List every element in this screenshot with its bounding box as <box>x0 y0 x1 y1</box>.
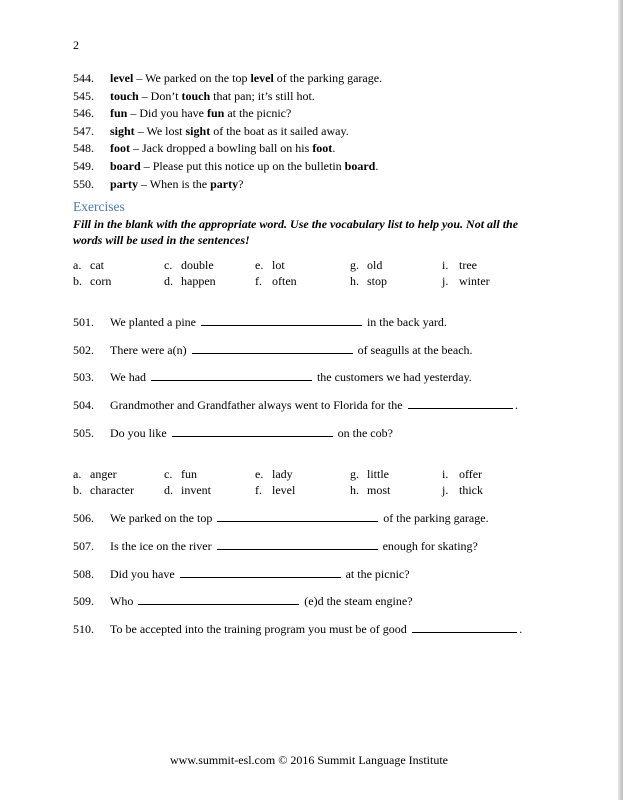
option-letter: c. <box>164 467 173 481</box>
vocab-number: 547. <box>73 123 94 138</box>
vocab-example-keyword: foot <box>312 141 333 156</box>
option-word: most <box>367 482 391 497</box>
word-bank-1 <box>73 258 523 289</box>
answer-blank <box>217 510 378 522</box>
question-text-before: There were a(n) <box>110 342 190 357</box>
option-word: fun <box>181 467 197 481</box>
vocab-word: foot <box>110 141 130 156</box>
vocab-number: 548. <box>73 141 94 156</box>
word-bank-option <box>255 258 285 274</box>
option-word: thick <box>459 482 483 497</box>
vocab-number: 544. <box>73 71 94 85</box>
option-letter: i. <box>442 467 449 481</box>
option-letter: g. <box>350 258 359 272</box>
word-bank-option <box>73 483 134 499</box>
option-word: old <box>367 258 383 272</box>
option-letter: a. <box>73 258 82 272</box>
question-text-after: . <box>519 622 523 637</box>
vocab-separator: – <box>134 123 147 138</box>
word-bank-option <box>255 483 295 499</box>
question-text-after: enough for skating? <box>379 538 478 553</box>
word-bank-option <box>442 467 482 483</box>
option-word: offer <box>459 467 483 481</box>
option-letter: f. <box>255 273 262 288</box>
vocab-example-text: Did you have <box>139 106 207 121</box>
question-number: 509. <box>73 594 94 609</box>
question-text-after: . <box>515 398 519 413</box>
vocab-separator: – <box>138 176 150 191</box>
option-letter: e. <box>255 467 264 481</box>
vocab-item <box>73 140 553 158</box>
question-text-after: of the parking garage. <box>380 511 489 525</box>
question-text-before: We had <box>110 370 150 385</box>
vocab-example-text: that pan; it’s still hot. <box>210 88 315 103</box>
question-text-before: Who <box>110 594 137 609</box>
vocab-example-text: at the picnic? <box>224 106 292 121</box>
answer-blank <box>151 369 312 381</box>
word-bank-option <box>164 483 211 499</box>
vocab-item <box>73 123 553 141</box>
vocab-example-text: . <box>332 141 336 156</box>
word-bank-option <box>164 467 197 483</box>
question-item <box>73 342 473 358</box>
word-bank-option <box>73 274 111 290</box>
question-text-after: on the cob? <box>334 425 393 440</box>
option-word: invent <box>181 482 211 497</box>
vocab-word: board <box>110 158 141 173</box>
answer-blank <box>201 314 362 326</box>
vocab-item <box>73 176 553 194</box>
footer-copyright: www.summit-esl.com © 2016 Summit Language Institute <box>170 753 448 767</box>
question-text-after: (e)d the steam engine? <box>301 594 413 609</box>
page-edge-shadow <box>618 0 623 800</box>
question-number: 506. <box>73 511 94 525</box>
question-number: 507. <box>73 538 94 553</box>
option-letter: d. <box>164 273 173 288</box>
vocab-number: 546. <box>73 106 94 121</box>
option-word: winter <box>459 273 490 288</box>
option-letter: h. <box>350 273 359 288</box>
word-bank-row <box>73 467 523 483</box>
option-word: often <box>272 273 297 288</box>
question-number: 503. <box>73 370 94 385</box>
vocab-item <box>73 88 553 106</box>
option-word: happen <box>181 273 216 288</box>
question-text-before: We parked on the top <box>110 511 216 525</box>
question-number: 505. <box>73 425 94 440</box>
answer-blank <box>408 397 513 409</box>
vocab-word: sight <box>110 123 135 138</box>
option-letter: a. <box>73 467 82 481</box>
vocab-example-keyword: party <box>210 176 239 191</box>
word-bank-option <box>350 483 390 499</box>
instructions: Fill in the blank with the appropriate word. Use the vocabulary list to help you. Not all the words will be used in the sentences! <box>73 217 519 247</box>
question-item <box>73 593 413 609</box>
vocab-example-text: of the parking garage. <box>273 71 383 85</box>
option-letter: c. <box>164 258 173 272</box>
vocab-number: 545. <box>73 88 94 103</box>
vocab-number: 550. <box>73 176 94 191</box>
vocab-example-text: ? <box>238 176 244 191</box>
question-number: 504. <box>73 398 94 413</box>
option-word: tree <box>459 258 477 272</box>
question-number: 501. <box>73 315 94 329</box>
word-bank-option <box>442 483 483 499</box>
option-letter: j. <box>442 482 449 497</box>
vocab-word: level <box>110 71 134 85</box>
question-item <box>73 538 478 554</box>
word-bank-row <box>73 483 523 499</box>
question-number: 508. <box>73 566 94 581</box>
vocab-example-text: of the boat as it sailed away. <box>210 123 349 138</box>
question-item <box>73 369 472 385</box>
word-bank-option <box>442 258 477 274</box>
vocab-example-keyword: fun <box>207 106 225 121</box>
question-text-after: at the picnic? <box>342 566 410 581</box>
answer-blank <box>412 621 517 633</box>
question-item <box>73 425 393 441</box>
vocab-item <box>73 105 553 123</box>
option-word: double <box>181 258 214 272</box>
vocab-separator: – <box>130 141 142 156</box>
question-text-before: Did you have <box>110 566 178 581</box>
answer-blank <box>180 566 341 578</box>
option-word: anger <box>90 467 117 481</box>
option-letter: h. <box>350 482 359 497</box>
question-item <box>73 314 447 330</box>
question-text-before: Grandmother and Grandfather always went to Florida for the <box>110 398 406 413</box>
option-letter: b. <box>73 482 82 497</box>
question-text-after: the customers we had yesterday. <box>313 370 472 385</box>
question-text-after: of seagulls at the beach. <box>354 342 473 357</box>
word-bank-option <box>255 274 297 290</box>
vocab-example-text: . <box>375 158 379 173</box>
option-letter: b. <box>73 273 82 288</box>
question-item <box>73 510 489 526</box>
vocab-word: fun <box>110 106 128 121</box>
page-number: 2 <box>73 38 79 52</box>
word-bank-option <box>73 467 117 483</box>
question-text-after: in the back yard. <box>363 315 447 329</box>
option-word: lady <box>272 467 293 481</box>
option-letter: g. <box>350 467 359 481</box>
word-bank-option <box>255 467 293 483</box>
word-bank-option <box>73 258 104 274</box>
question-text-before: We planted a pine <box>110 315 199 329</box>
vocab-example-keyword: board <box>344 158 376 173</box>
answer-blank <box>172 425 333 437</box>
vocab-example-text: When is the <box>149 176 211 191</box>
option-word: stop <box>367 273 388 288</box>
vocab-example-text: Don’t <box>150 88 182 103</box>
vocab-number: 549. <box>73 158 94 173</box>
vocab-example-keyword: sight <box>185 123 211 138</box>
question-text-before: To be accepted into the training program you must be of good <box>110 622 410 637</box>
vocab-separator: – <box>133 71 146 85</box>
question-number: 510. <box>73 622 94 637</box>
question-item <box>73 566 410 582</box>
answer-blank <box>138 593 299 605</box>
option-word: corn <box>90 273 112 288</box>
word-bank-option <box>164 274 216 290</box>
option-word: lot <box>272 258 285 272</box>
option-word: level <box>272 482 296 497</box>
vocab-example-text: We lost <box>146 123 186 138</box>
vocab-word: touch <box>110 88 139 103</box>
answer-blank <box>192 342 353 354</box>
vocab-item <box>73 70 553 88</box>
word-bank-option <box>442 274 490 290</box>
vocab-word: party <box>110 176 138 191</box>
option-letter: d. <box>164 482 173 497</box>
word-bank-option <box>164 258 214 274</box>
vocab-example-keyword: touch <box>181 88 211 103</box>
option-letter: i. <box>442 258 449 272</box>
answer-blank <box>217 538 378 550</box>
option-word: character <box>90 482 134 497</box>
word-bank-row <box>73 274 523 290</box>
option-word: little <box>367 467 389 481</box>
question-text-before: Do you like <box>110 425 170 440</box>
exercises-heading: Exercises <box>73 199 125 214</box>
option-letter: f. <box>255 482 262 497</box>
word-bank-option <box>350 274 387 290</box>
vocab-item <box>73 158 553 176</box>
vocab-example-text: We parked on the top <box>145 71 251 85</box>
word-bank-2 <box>73 467 523 498</box>
question-item <box>73 397 518 413</box>
vocab-example-text: Jack dropped a bowling ball on his <box>142 141 313 156</box>
option-letter: e. <box>255 258 264 272</box>
word-bank-option <box>350 467 389 483</box>
vocabulary-list <box>73 70 553 193</box>
question-item <box>73 621 522 637</box>
question-number: 502. <box>73 342 94 357</box>
question-text-before: Is the ice on the river <box>110 538 215 553</box>
option-letter: j. <box>442 273 449 288</box>
vocab-separator: – <box>138 88 151 103</box>
vocab-separator: – <box>140 158 153 173</box>
vocab-example-keyword: level <box>250 71 274 85</box>
word-bank-option <box>350 258 382 274</box>
vocab-example-text: Please put this notice up on the bulletin <box>152 158 345 173</box>
option-word: cat <box>90 258 104 272</box>
vocab-separator: – <box>127 106 140 121</box>
word-bank-row <box>73 258 523 274</box>
